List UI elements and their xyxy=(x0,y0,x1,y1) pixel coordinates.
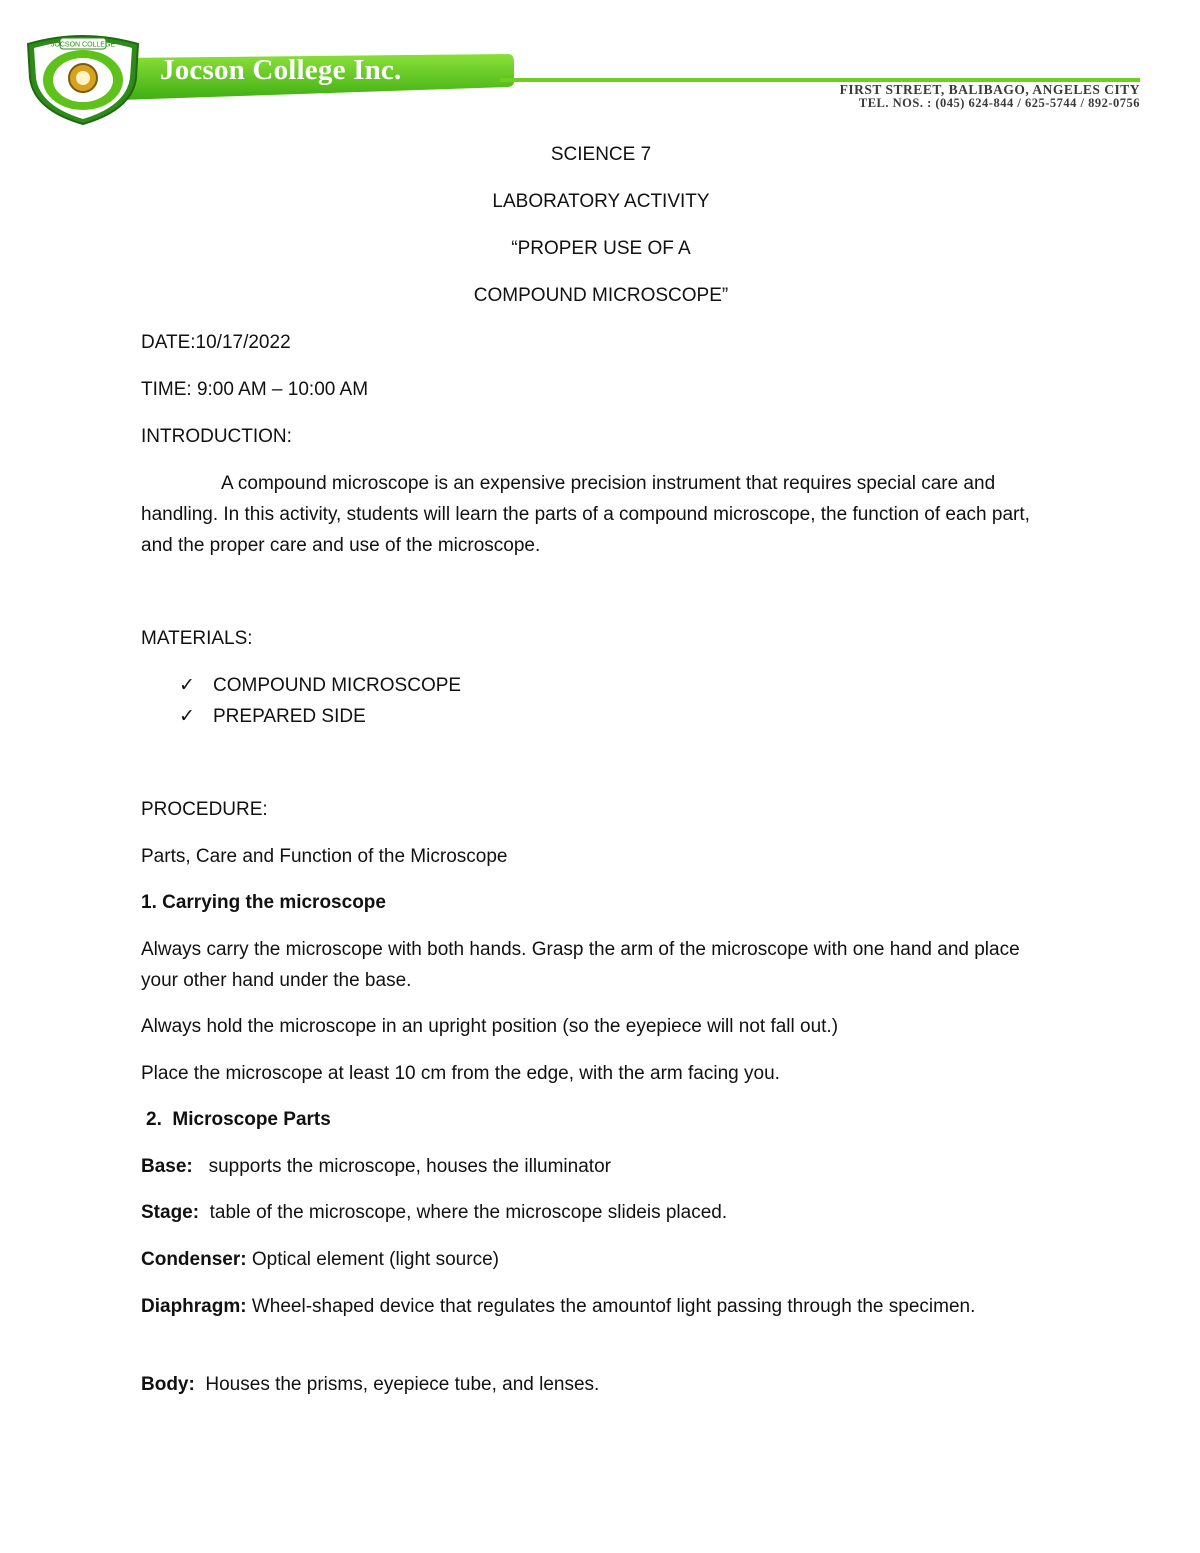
step-1-paragraph-2: Always hold the microscope in an upright position (so the eyepiece will not fall out.) xyxy=(141,1016,839,1037)
materials-item: ✓ COMPOUND MICROSCOPE xyxy=(179,675,462,696)
procedure-subheading: Parts, Care and Function of the Microscope xyxy=(141,846,508,867)
college-address: FIRST STREET, BALIBAGO, ANGELES CITY xyxy=(839,82,1140,97)
step-1-title: 1. Carrying the microscope xyxy=(141,892,386,913)
letterhead xyxy=(0,0,1200,130)
time-line: TIME: 9:00 AM – 10:00 AM xyxy=(141,379,369,400)
title-line-2: COMPOUND MICROSCOPE” xyxy=(473,285,729,306)
activity-heading: LABORATORY ACTIVITY xyxy=(492,191,710,212)
step-1-paragraph-1: Always carry the microscope with both hands. Grasp the arm of the microscope with one hand and place your other hand under the base. xyxy=(141,939,1020,991)
college-name: Jocson College Inc. xyxy=(160,54,402,86)
part-base: Base: supports the microscope, houses the illuminator xyxy=(141,1156,611,1177)
step-1-paragraph-3: Place the microscope at least 10 cm from the edge, with the arm facing you. xyxy=(141,1063,780,1084)
introduction-paragraph xyxy=(141,468,1061,561)
part-condenser: Condenser: Optical element (light source) xyxy=(141,1249,499,1270)
materials-item: ✓ PREPARED SIDE xyxy=(179,706,366,727)
part-body: Body: Houses the prisms, eyepiece tube, and lenses. xyxy=(141,1374,600,1395)
subject-heading: SCIENCE 7 xyxy=(550,144,652,165)
part-stage: Stage: table of the microscope, where the microscope slideis placed. xyxy=(141,1202,728,1223)
introduction-heading: INTRODUCTION: xyxy=(141,426,292,447)
date-line: DATE:10/17/2022 xyxy=(141,332,291,353)
checkmark-icon: ✓ xyxy=(179,675,195,696)
title-line-1: “PROPER USE OF A xyxy=(511,238,691,259)
introduction-text: A compound microscope is an expensive precision instrument that requires special care and handling. In this activity, students will learn the parts of a compound microscope, the function of each part, and the proper care and use of the microscope. xyxy=(141,473,1030,556)
part-diaphragm: Diaphragm: Wheel-shaped device that regulates the amountof light passing through the specimen. xyxy=(141,1296,976,1317)
checkmark-icon: ✓ xyxy=(179,706,195,727)
procedure-heading: PROCEDURE: xyxy=(141,799,268,820)
materials-heading: MATERIALS: xyxy=(141,628,253,649)
college-phone: TEL. NOS. : (045) 624-844 / 625-5744 / 892-0756 xyxy=(858,96,1140,110)
college-seal-logo xyxy=(22,34,144,126)
svg-text:JOCSON COLLEGE: JOCSON COLLEGE xyxy=(50,41,116,49)
step-2-title: 2. Microscope Parts xyxy=(146,1109,331,1130)
